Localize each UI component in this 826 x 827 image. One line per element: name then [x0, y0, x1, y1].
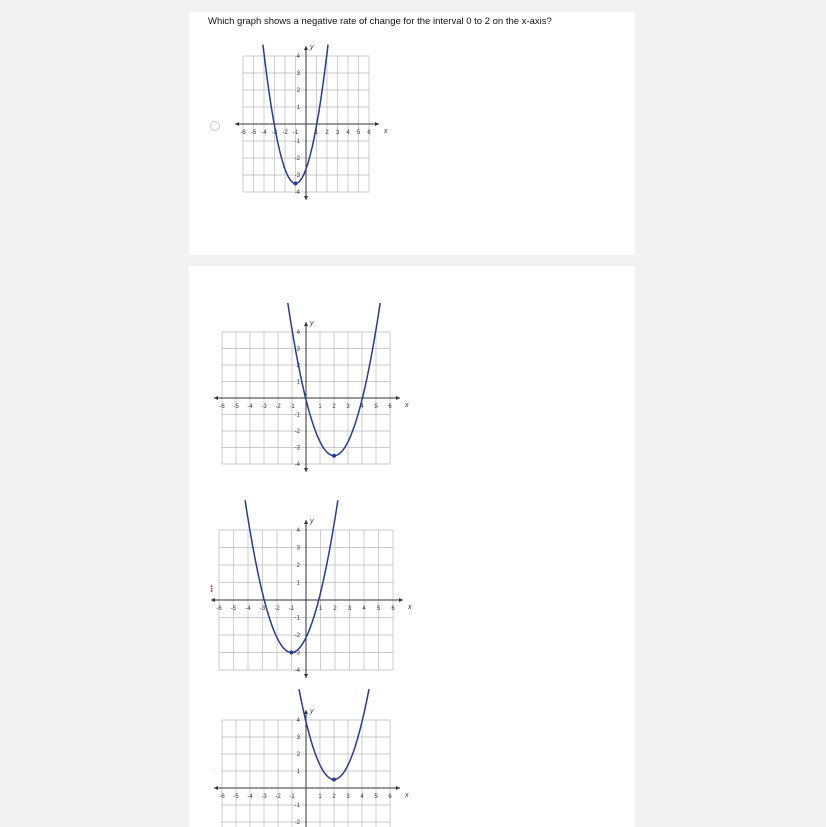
x-tick-label: 4 [362, 606, 366, 612]
graph-option-a[interactable] [228, 44, 390, 214]
x-tick-label: -5 [233, 404, 239, 410]
y-tick-label: -1 [294, 615, 300, 622]
x-tick-label: -6 [240, 130, 246, 136]
x-tick-label: -4 [247, 794, 253, 800]
y-axis-arrow-icon [304, 46, 308, 50]
y-axis-arrow-icon [304, 322, 308, 326]
x-tick-label: -1 [292, 130, 299, 136]
graph-option-b[interactable] [219, 298, 418, 468]
graph-option-c[interactable] [216, 500, 418, 674]
x-tick-label: -3 [261, 794, 267, 800]
y-tick-label: 1 [296, 379, 300, 386]
vertex-point [290, 651, 294, 655]
x-tick-label: 3 [347, 606, 352, 612]
x-axis-arrow-icon [396, 396, 400, 400]
y-tick-label: 4 [296, 54, 300, 60]
selection-marker-icon: ⁝ [210, 584, 214, 595]
vertex-point [332, 454, 336, 458]
y-tick-label: 2 [296, 563, 300, 569]
y-axis-label: y [310, 44, 314, 51]
x-tick-label: 6 [367, 130, 371, 136]
x-tick-label: 1 [314, 130, 319, 136]
y-axis-label: y [310, 320, 314, 327]
x-tick-label: -1 [289, 404, 295, 410]
y-tick-label: 3 [296, 71, 300, 77]
x-tick-label: -2 [282, 130, 288, 136]
y-tick-label: -1 [294, 139, 300, 145]
y-tick-label: 4 [296, 528, 300, 534]
graph-option-d[interactable] [219, 686, 418, 827]
x-axis-arrow-icon [375, 122, 379, 126]
y-axis-label: y [310, 518, 314, 525]
x-axis-label: x [405, 792, 409, 799]
x-axis-arrow-icon [235, 122, 239, 126]
x-tick-label: -2 [275, 794, 281, 800]
x-tick-label: 1 [318, 404, 322, 410]
y-tick-label: 2 [296, 752, 300, 758]
x-tick-label: -5 [233, 794, 239, 800]
vertex-point [294, 182, 298, 186]
x-tick-label: 3 [346, 794, 350, 800]
y-tick-label: -4 [294, 668, 300, 674]
x-tick-label: 2 [325, 130, 329, 136]
x-tick-label: 6 [388, 404, 392, 410]
y-tick-label: -4 [294, 462, 300, 468]
x-axis-label: x [384, 128, 388, 135]
x-tick-label: -4 [245, 606, 251, 612]
y-tick-label: -2 [294, 429, 300, 435]
x-tick-label: 5 [376, 606, 381, 612]
x-tick-label: -5 [230, 606, 237, 612]
y-tick-label: 4 [296, 718, 300, 724]
y-axis-arrow-icon [304, 520, 308, 524]
y-tick-label: 3 [296, 735, 300, 741]
x-tick-label: -3 [259, 606, 266, 612]
x-tick-label: -6 [219, 404, 225, 410]
x-tick-label: -3 [271, 130, 278, 136]
y-tick-label: -1 [294, 803, 300, 809]
y-tick-label: 3 [296, 545, 300, 552]
y-tick-label: -3 [294, 650, 300, 657]
y-tick-label: 3 [296, 346, 300, 353]
x-axis-arrow-icon [399, 598, 403, 602]
y-axis-arrow-icon [304, 196, 308, 200]
x-tick-label: -1 [288, 606, 295, 612]
x-tick-label: -5 [250, 130, 257, 136]
y-tick-label: -3 [294, 173, 300, 179]
x-tick-label: -6 [219, 794, 225, 800]
x-tick-label: 2 [332, 794, 336, 800]
x-axis-label: x [408, 604, 412, 611]
x-tick-label: 1 [318, 794, 322, 800]
vertex-point [332, 778, 336, 782]
x-tick-label: -1 [289, 794, 295, 800]
y-tick-label: -4 [294, 190, 300, 196]
x-tick-label: 4 [346, 130, 350, 136]
x-tick-label: 6 [388, 794, 392, 800]
y-axis-label: y [310, 708, 314, 715]
x-tick-label: -4 [247, 404, 253, 410]
x-tick-label: -6 [216, 606, 222, 612]
y-tick-label: 1 [296, 769, 300, 775]
y-tick-label: 1 [296, 105, 300, 111]
x-tick-label: 5 [374, 404, 378, 410]
x-tick-label: 3 [335, 130, 340, 136]
y-tick-label: -2 [294, 820, 300, 826]
x-tick-label: 4 [360, 404, 364, 410]
y-tick-label: -1 [294, 412, 300, 419]
y-tick-label: 2 [296, 88, 300, 94]
x-tick-label: 1 [318, 606, 323, 612]
x-tick-label: -4 [261, 130, 267, 136]
y-tick-label: 1 [296, 580, 300, 587]
x-tick-label: -2 [274, 606, 280, 612]
x-tick-label: 4 [360, 794, 364, 800]
x-tick-label: -2 [275, 404, 281, 410]
question-text: Which graph shows a negative rate of change for the interval 0 to 2 on the x-axis? [208, 16, 552, 27]
y-tick-label: -2 [294, 156, 300, 162]
x-tick-label: -3 [261, 404, 267, 410]
x-tick-label: 6 [391, 606, 395, 612]
option-d-marker-icon: ˈ [213, 770, 216, 777]
x-tick-label: 3 [346, 404, 350, 410]
y-tick-label: -3 [294, 445, 300, 452]
y-tick-label: 4 [296, 330, 300, 336]
option-a-radio[interactable] [210, 121, 220, 131]
x-tick-label: 5 [374, 794, 378, 800]
x-axis-arrow-icon [396, 786, 400, 790]
y-tick-label: 2 [296, 363, 300, 369]
x-tick-label: 2 [333, 606, 337, 612]
y-tick-label: -2 [294, 633, 300, 639]
x-tick-label: 5 [356, 130, 361, 136]
x-tick-label: 2 [332, 404, 336, 410]
x-axis-label: x [405, 402, 409, 409]
